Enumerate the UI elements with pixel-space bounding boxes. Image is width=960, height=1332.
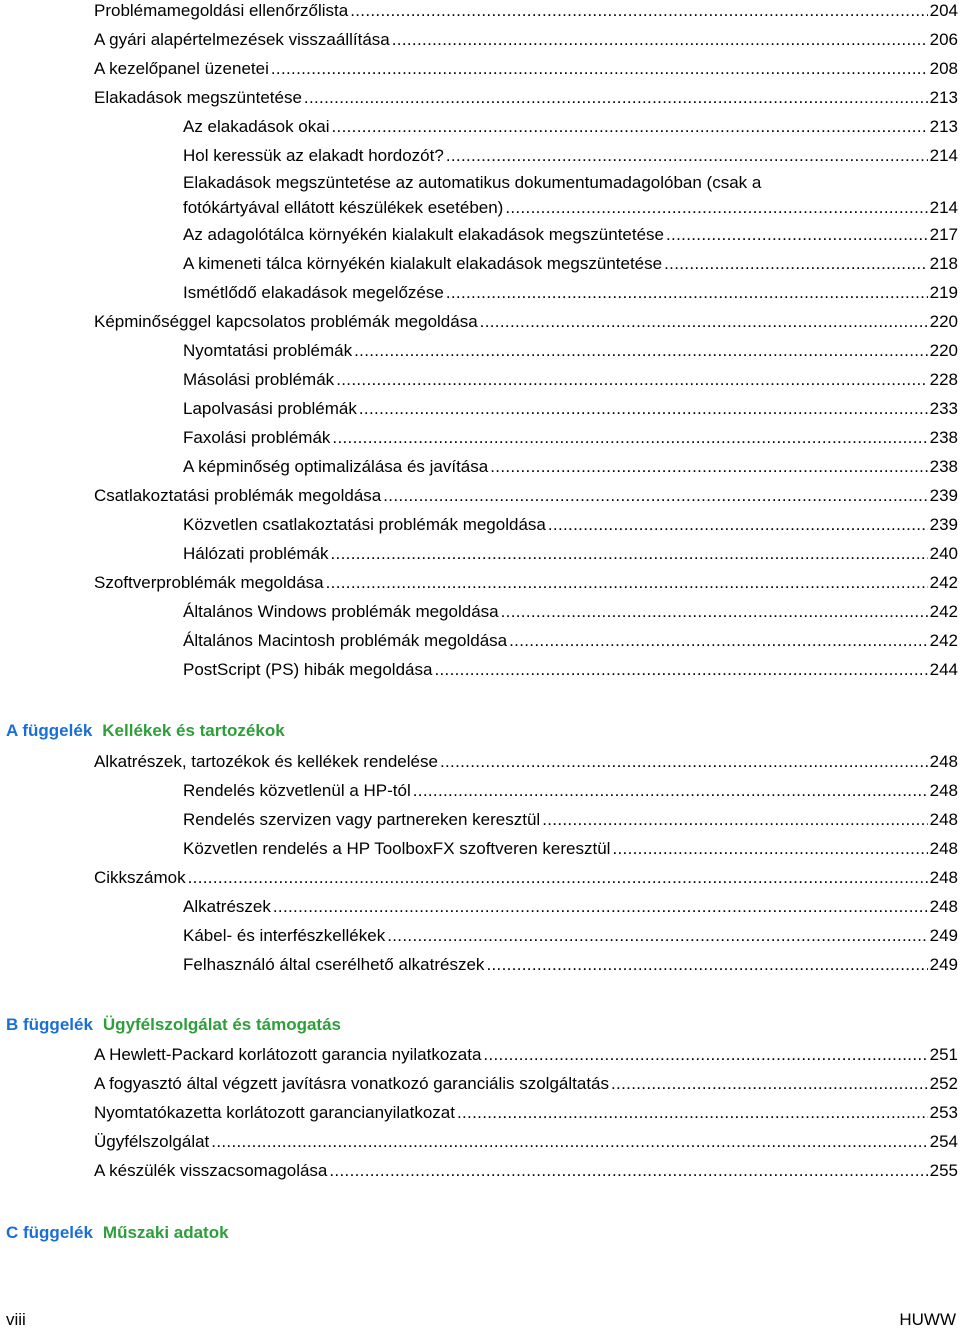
- toc-page-number: 220: [929, 312, 958, 331]
- toc-page-number: 242: [929, 573, 958, 592]
- toc-entry-row: [183, 112, 958, 141]
- toc-page-number: 238: [929, 428, 958, 447]
- toc-entry[interactable]: [183, 655, 960, 684]
- toc-entry[interactable]: [183, 170, 960, 220]
- toc-page-number: 213: [929, 88, 958, 107]
- toc-entry-row: [94, 1098, 958, 1127]
- toc-page-number: 249: [929, 955, 958, 974]
- toc-dot-leader: [354, 336, 928, 365]
- toc-entry-title: Lapolvasási problémák: [183, 399, 357, 418]
- toc-dot-leader: [434, 655, 927, 684]
- toc-entry[interactable]: [183, 249, 960, 278]
- toc-page-number: 239: [929, 486, 958, 505]
- toc-entry[interactable]: [183, 834, 960, 863]
- toc-entry[interactable]: [94, 307, 960, 336]
- toc-entry-row: [94, 1069, 958, 1098]
- toc-dot-leader: [331, 539, 928, 568]
- toc-entry-title: Kábel- és interfészkellékek: [183, 926, 386, 945]
- toc-entry-title: Az elakadások okai: [183, 117, 330, 136]
- toc-page-number: 244: [929, 660, 958, 679]
- toc-page-number: 251: [929, 1045, 958, 1064]
- toc-dot-leader: [304, 83, 928, 112]
- toc-entry-title: Hálózati problémák: [183, 544, 329, 563]
- toc-entry-row: [94, 568, 958, 597]
- toc-page-number: 238: [929, 457, 958, 476]
- toc-dot-leader: [329, 1156, 927, 1185]
- toc-entry-row: [94, 481, 958, 510]
- toc-entry-title: Szoftverproblémák megoldása: [94, 573, 324, 592]
- toc-entry-title: Közvetlen rendelés a HP ToolboxFX szoftveren keresztül: [183, 839, 611, 858]
- toc-entry-row: [94, 1040, 958, 1069]
- toc-page-number: 218: [929, 254, 958, 273]
- toc-page-number: 248: [929, 868, 958, 887]
- toc-entry[interactable]: [183, 452, 960, 481]
- appendix-a-name: Kellékek és tartozékok: [102, 721, 285, 740]
- toc-entry-title: Hol keressük az elakadt hordozót?: [183, 146, 444, 165]
- toc-page-number: 214: [929, 198, 958, 217]
- appendix-c-label: C függelék: [6, 1223, 93, 1242]
- toc-entry[interactable]: [183, 950, 960, 979]
- toc-entry-row: [94, 1156, 958, 1185]
- toc-page-number: 254: [929, 1132, 958, 1151]
- toc-page-number: 255: [929, 1161, 958, 1180]
- toc-entry-title: Faxolási problémák: [183, 428, 331, 447]
- footer-page-number: viii: [6, 1310, 26, 1329]
- toc-dot-leader: [480, 307, 928, 336]
- toc-dot-leader: [446, 278, 928, 307]
- toc-dot-leader: [271, 54, 928, 83]
- toc-dot-leader: [446, 141, 928, 170]
- toc-entry-row: [183, 336, 958, 365]
- toc-entry[interactable]: [183, 141, 960, 170]
- toc-entry[interactable]: [183, 510, 960, 539]
- toc-entry-title: A fogyasztó által végzett javításra vonatkozó garanciális szolgáltatás: [94, 1074, 610, 1093]
- appendix-b-entries: [0, 1040, 960, 1185]
- toc-entry-row: [183, 278, 958, 307]
- toc-dot-leader: [331, 112, 927, 141]
- appendix-c-heading: [6, 1223, 229, 1243]
- toc-entry-title: Ismétlődő elakadások megelőzése: [183, 283, 444, 302]
- toc-entry-title: A Hewlett-Packard korlátozott garancia nyilatkozata: [94, 1045, 482, 1064]
- footer-brand: HUWW: [899, 1310, 956, 1329]
- toc-entry[interactable]: [94, 1040, 960, 1069]
- toc-page-number: 253: [929, 1103, 958, 1122]
- toc-entry[interactable]: [183, 597, 960, 626]
- toc-entry-row: [183, 394, 958, 423]
- toc-page-number: 242: [929, 602, 958, 621]
- toc-entry-title: A kezelőpanel üzenetei: [94, 59, 269, 78]
- toc-entry-row: [183, 805, 958, 834]
- toc-dot-leader: [664, 249, 928, 278]
- toc-entry-title: Általános Macintosh problémák megoldása: [183, 631, 508, 650]
- toc-page-number: 239: [929, 515, 958, 534]
- toc-dot-leader: [666, 220, 928, 249]
- toc-entry[interactable]: [94, 83, 960, 112]
- toc-page-number: 240: [929, 544, 958, 563]
- toc-dot-leader: [350, 0, 927, 25]
- toc-dot-leader: [332, 423, 927, 452]
- toc-dot-leader: [501, 597, 928, 626]
- toc-entry[interactable]: [183, 892, 960, 921]
- toc-page-number: 214: [929, 146, 958, 165]
- toc-entry-title: Másolási problémák: [183, 370, 335, 389]
- toc-entry-row: [183, 892, 958, 921]
- toc-page-number: 249: [929, 926, 958, 945]
- toc-entry[interactable]: [183, 805, 960, 834]
- toc-page-number: 204: [929, 1, 958, 20]
- toc-entry-title: Ügyfélszolgálat: [94, 1132, 210, 1151]
- toc-page-number: 233: [929, 399, 958, 418]
- appendix-b-heading: [6, 1015, 341, 1035]
- toc-entry[interactable]: [183, 220, 960, 249]
- toc-entry-title: A kimeneti tálca környékén kialakult elakadások megszüntetése: [183, 254, 663, 273]
- toc-entry-row: [94, 863, 958, 892]
- appendix-a-label: A függelék: [6, 721, 93, 740]
- toc-entry-row: [183, 626, 958, 655]
- toc-entry-title: Felhasználó által cserélhető alkatrészek: [183, 955, 485, 974]
- toc-entry[interactable]: [94, 1156, 960, 1185]
- toc-entry-row: [183, 365, 958, 394]
- toc-dot-leader: [273, 892, 928, 921]
- toc-entry-row: [183, 452, 958, 481]
- toc-entry[interactable]: [183, 626, 960, 655]
- toc-dot-leader: [440, 747, 928, 776]
- toc-page-number: 206: [929, 30, 958, 49]
- toc-entry[interactable]: [183, 921, 960, 950]
- toc-entry[interactable]: [94, 25, 960, 54]
- toc-entry-title: Rendelés szervizen vagy partnereken keresztül: [183, 810, 541, 829]
- toc-entry[interactable]: [183, 336, 960, 365]
- toc-entry[interactable]: [94, 0, 960, 25]
- toc-dot-leader: [211, 1127, 927, 1156]
- toc-page-number: 252: [929, 1074, 958, 1093]
- toc-page-number: 228: [929, 370, 958, 389]
- toc-dot-leader: [509, 626, 928, 655]
- toc-entry[interactable]: [183, 423, 960, 452]
- toc-entry-row: [94, 25, 958, 54]
- appendix-a-heading: [6, 721, 285, 741]
- toc-entry-title: Elakadások megszüntetése az automatikus dokumentumadagolóban (csak a: [183, 173, 762, 192]
- toc-entry-title: Alkatrészek: [183, 897, 271, 916]
- toc-entry-row: [94, 307, 958, 336]
- toc-entry[interactable]: [94, 747, 960, 776]
- page-footer: [6, 1310, 956, 1330]
- toc-dot-leader: [486, 950, 927, 979]
- toc-dot-leader: [392, 25, 928, 54]
- toc-entry-row: [183, 921, 958, 950]
- toc-page-number: 248: [929, 781, 958, 800]
- toc-page-number: 248: [929, 810, 958, 829]
- toc-page-number: 208: [929, 59, 958, 78]
- toc-dot-leader: [505, 195, 927, 220]
- toc-dot-leader: [490, 452, 927, 481]
- toc-entry[interactable]: [94, 1098, 960, 1127]
- toc-entry[interactable]: [183, 394, 960, 423]
- toc-page-number: 217: [929, 225, 958, 244]
- toc-dot-leader: [326, 568, 928, 597]
- toc-entry[interactable]: [183, 112, 960, 141]
- toc-entry-row: [183, 655, 958, 684]
- toc-entry-row: [94, 54, 958, 83]
- toc-entry[interactable]: [94, 1069, 960, 1098]
- toc-entry-title: Alkatrészek, tartozékok és kellékek rendelése: [94, 752, 438, 771]
- toc-dot-leader: [336, 365, 927, 394]
- toc-page-number: 248: [929, 897, 958, 916]
- toc-entry[interactable]: [94, 54, 960, 83]
- appendix-b-name: Ügyfélszolgálat és támogatás: [102, 1015, 341, 1034]
- toc-dot-leader: [457, 1098, 928, 1127]
- toc-dot-leader: [188, 863, 928, 892]
- toc-dot-leader: [612, 834, 927, 863]
- toc-entry-title: Általános Windows problémák megoldása: [183, 602, 499, 621]
- toc-page-number: 248: [929, 752, 958, 771]
- toc-page-number: 220: [929, 341, 958, 360]
- toc-entry-row: [94, 0, 958, 25]
- toc-entry-row: [183, 220, 958, 249]
- toc-entry-title: Nyomtatókazetta korlátozott garancianyilatkozat: [94, 1103, 455, 1122]
- toc-entry-title: Problémamegoldási ellenőrzőlista: [94, 1, 349, 20]
- toc-entry-title: A képminőség optimalizálása és javítása: [183, 457, 489, 476]
- toc-entry-row: [183, 423, 958, 452]
- toc-entry[interactable]: [94, 481, 960, 510]
- toc-entry-row: [94, 1127, 958, 1156]
- toc-entry[interactable]: [94, 568, 960, 597]
- toc-entry-title: Az adagolótálca környékén kialakult elakadások megszüntetése: [183, 225, 665, 244]
- toc-dot-leader: [413, 776, 928, 805]
- toc-dot-leader: [359, 394, 928, 423]
- toc-entry[interactable]: [183, 278, 960, 307]
- appendix-b-label: B függelék: [6, 1015, 93, 1034]
- toc-entry-row: [183, 834, 958, 863]
- toc-page-number: 248: [929, 839, 958, 858]
- toc-dot-leader: [383, 481, 927, 510]
- toc-dot-leader: [387, 921, 927, 950]
- toc-page-number: 242: [929, 631, 958, 650]
- toc-entry[interactable]: [94, 863, 960, 892]
- toc-entry-title: Csatlakoztatási problémák megoldása: [94, 486, 382, 505]
- toc-page-number: 219: [929, 283, 958, 302]
- appendix-c-name: Műszaki adatok: [102, 1223, 229, 1242]
- toc-entry-title: Nyomtatási problémák: [183, 341, 353, 360]
- toc-entry-row: [183, 249, 958, 278]
- toc-entry-row: [183, 539, 958, 568]
- toc-entry-row: [183, 950, 958, 979]
- toc-entry-row: [183, 510, 958, 539]
- toc-entry-row: [183, 597, 958, 626]
- toc-entry-row: [183, 195, 958, 220]
- appendix-a-entries: [0, 747, 960, 979]
- toc-entry[interactable]: [183, 776, 960, 805]
- toc-entry-title: PostScript (PS) hibák megoldása: [183, 660, 433, 679]
- toc-entry[interactable]: [94, 1127, 960, 1156]
- toc-entry[interactable]: [183, 365, 960, 394]
- toc-entry-title: Cikkszámok: [94, 868, 186, 887]
- toc-dot-leader: [542, 805, 927, 834]
- toc-entry-title: Rendelés közvetlenül a HP-tól: [183, 781, 411, 800]
- toc-entry-row: [183, 776, 958, 805]
- toc-dot-leader: [483, 1040, 927, 1069]
- toc-entry-row: [94, 83, 958, 112]
- toc-dot-leader: [548, 510, 928, 539]
- toc-entry-title: Elakadások megszüntetése: [94, 88, 302, 107]
- toc-entry-title: fotókártyával ellátott készülékek esetében): [183, 198, 504, 217]
- toc-dot-leader: [611, 1069, 928, 1098]
- toc-entry-title: Közvetlen csatlakoztatási problémák megoldása: [183, 515, 546, 534]
- toc-page-number: 213: [929, 117, 958, 136]
- toc-entry-row: [183, 141, 958, 170]
- toc-entry-title: A készülék visszacsomagolása: [94, 1161, 328, 1180]
- toc-entry[interactable]: [183, 539, 960, 568]
- toc-entry-title: Képminőséggel kapcsolatos problémák megoldása: [94, 312, 478, 331]
- toc-entry-title: A gyári alapértelmezések visszaállítása: [94, 30, 390, 49]
- toc-entry-row: [94, 747, 958, 776]
